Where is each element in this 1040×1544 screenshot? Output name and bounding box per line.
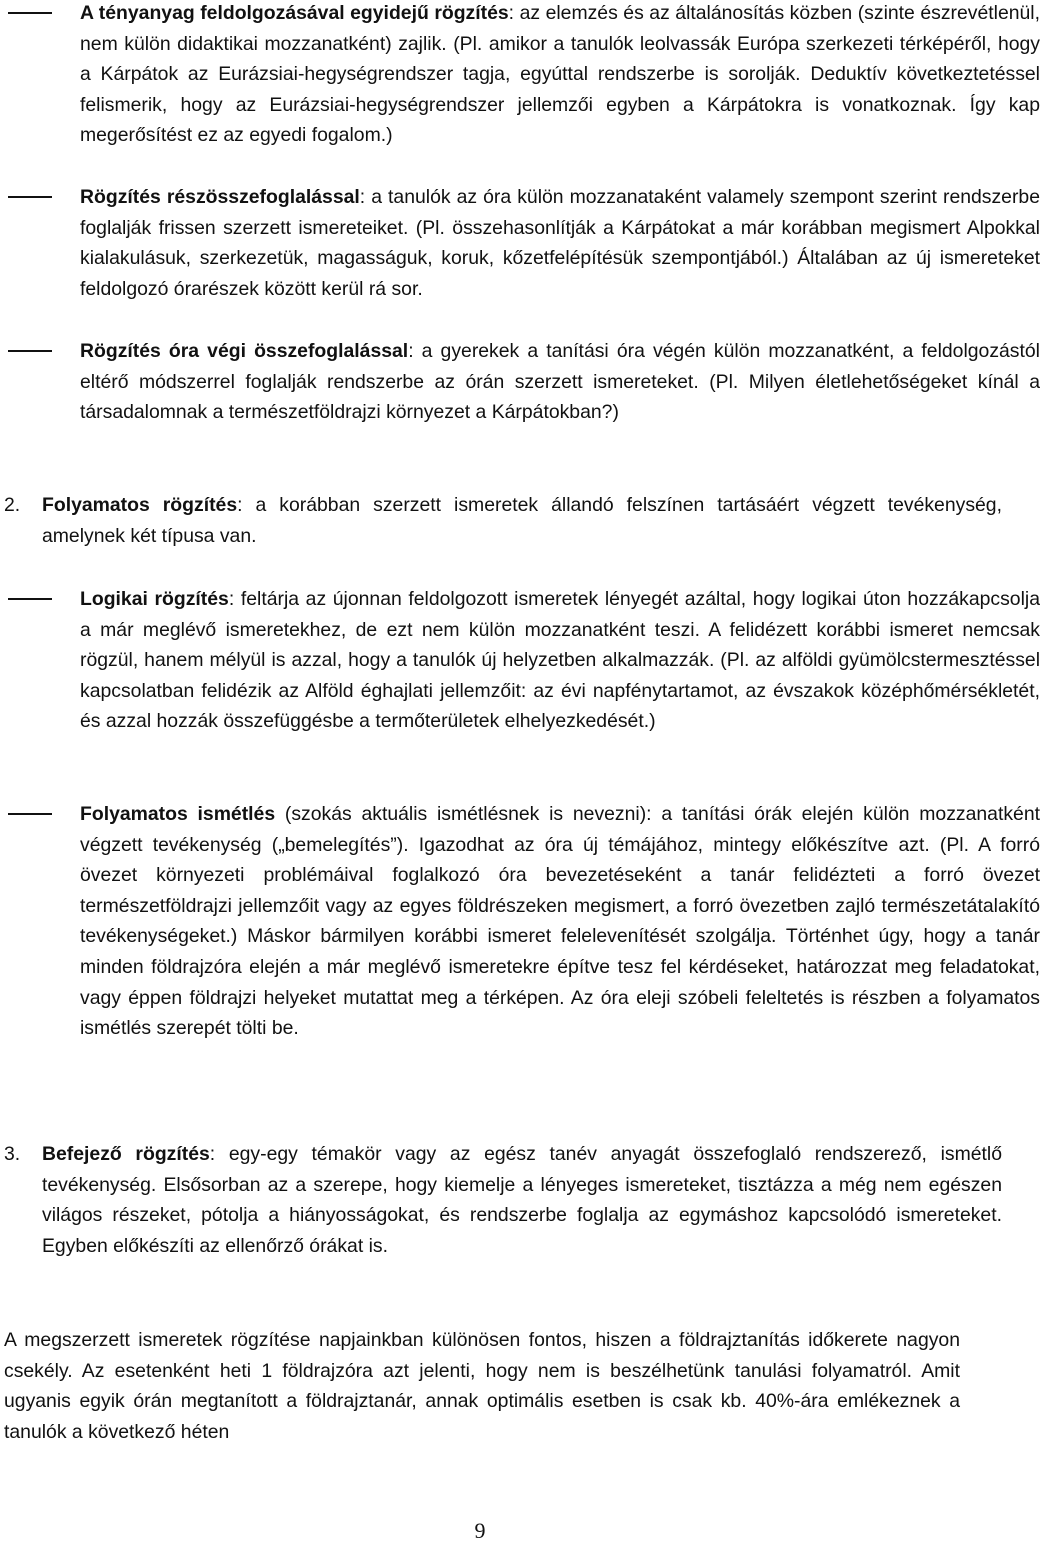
item-number: 2. — [4, 494, 21, 516]
bullet-item-concurrent-fixation — [0, 0, 1040, 151]
dash-bullet — [8, 350, 52, 352]
term-bold: A tényanyag feldolgozásával egyidejű rögzítés — [80, 2, 509, 24]
dash-bullet — [8, 196, 52, 198]
dash-bullet — [8, 598, 52, 600]
item-number: 3. — [4, 1143, 21, 1165]
item-text: (szokás aktuális ismétlésnek is nevezni): a tanítási órák elején külön mozzanatként végzett tevékenység („bemelegítés”). Igazodhat az óra új témájához, mintegy előkészítve azt. (Pl. A forró övezet környezeti problémáival foglalkozó óra bevezetéseként a tanár felidézteti a forró övezet természetföldrajzi jellemzőit vagy az egyes földrészeken megismert, a forró övezetben zajló természetátalakító tevékenységeket.) Máskor bármilyen korábbi ismeret felelevenítését szolgálja. Történhet úgy, hogy a tanár minden földrajzóra elején a már meglévő ismeretekre építve tesz fel kérdéseket, határozzat meg feladatokat, vagy éppen földrajzi helyeket mutattat meg a térképen. Az óra eleji szóbeli feleltetés is részben a folyamatos ismétlés szerepét tölti be. — [80, 803, 1040, 1040]
term-bold: Befejező rögzítés — [42, 1143, 210, 1165]
term-bold: Logikai rögzítés — [80, 588, 229, 610]
bullet-item-partial-summary — [0, 182, 1040, 304]
item-text: : a tanulók az óra külön mozzanataként valamely szempont szerint rendszerbe foglalják frissen szerzett ismereteiket. (Pl. összehasonlítják a Kárpátokat a már korábban megismert Alpokkal kialakulásuk, szerkezetük, magasságuk, koruk, kőzetfelépítésük szempontjából.) Általában az új ismereteket feldolgozó órarészek között kerül rá sor. — [80, 186, 1040, 300]
numbered-item-continuous-fixation — [0, 490, 1002, 551]
page-number: 9 — [474, 1518, 486, 1543]
paragraph-text: A megszerzett ismeretek rögzítése napjainkban különösen fontos, hiszen a földrajztanítás időkerete nagyon csekély. Az esetenként heti 1 földrajzóra azt jelenti, hogy nem is beszélhetünk tanulási folyamatról. Amit ugyanis egyik órán megtanított a földrajztanár, annak optimális esetben is csak kb. 40%-ára emlékeznek a tanulók a következő héten — [4, 1329, 960, 1443]
dash-bullet — [8, 12, 52, 14]
body-paragraph — [4, 1325, 960, 1447]
item-text: : a gyerekek a tanítási óra végén külön mozzanatként, a feldolgozástól eltérő módszerrel foglalják rendszerbe az órán szerzett ismereteket. (Pl. Milyen életlehetőségeket kínál a társadalomnak a természetföldrajzi környezet a Kárpátokban?) — [80, 340, 1040, 424]
item-text: : az elemzés és az általánosítás közben (szinte észrevétlenül, nem külön didaktikai mozzanatként) zajlik. (Pl. amikor a tanulók leolvassák Európa szerkezeti térképéről, hogy a Kárpátok az Eurázsiai-hegységrendszer tagja, egyúttal rendszerbe is sorolják. Deduktív következtetéssel felismerik, hogy az Eurázsiai-hegységrendszer jellemzői egyben a Kárpátokra is vonatkoznak. Így kap megerősítést ez az egyedi fogalom.) — [80, 2, 1040, 147]
item-text: : egy-egy témakör vagy az egész tanév anyagát összefoglaló rendszerező, ismétlő tevékenység. Elsősorban az a szerepe, hogy kiemelje a lényeges ismereteket, tisztázza a még nem egészen világos részeket, pótolja a hiányosságokat, és rendszerbe foglalja az egymáshoz kapcsolódó ismereteket. Egyben előkészíti az ellenőrző órákat is. — [42, 1143, 1002, 1257]
bullet-item-continuous-repetition — [0, 799, 1040, 1044]
item-text: : feltárja az újonnan feldolgozott ismeretek lényegét azáltal, hogy logikai úton hozzákapcsolja a már meglévő ismeretekhez, de ezt nem külön mozzanatként teszi. A felidézett korábbi ismeret nemcsak rögzül, hanem mélyül is azzal, hogy a tanulók új helyzetben alkalmazzák. (Pl. az alföldi gyümölcstermesztéssel kapcsolatban felidézik az Alföld éghajlati jellemzőit: az évi napfénytartamot, az évszakok középhőmérsékletét, és azzal hozzák összefüggésbe a termőterületek elhelyezkedését.) — [80, 588, 1040, 733]
dash-bullet — [8, 813, 52, 815]
term-bold: Folyamatos ismétlés — [80, 803, 276, 825]
item-text: : a korábban szerzett ismeretek állandó felszínen tartásáért végzett tevékenység, amelynek két típusa van. — [42, 494, 1002, 547]
numbered-item-final-fixation — [0, 1139, 1002, 1261]
term-bold: Rögzítés óra végi összefoglalással — [80, 340, 409, 362]
bullet-item-logical-fixation — [0, 584, 1040, 737]
term-bold: Folyamatos rögzítés — [42, 494, 238, 516]
bullet-item-end-of-lesson-summary — [0, 336, 1040, 428]
term-bold: Rögzítés részösszefoglalással — [80, 186, 360, 208]
